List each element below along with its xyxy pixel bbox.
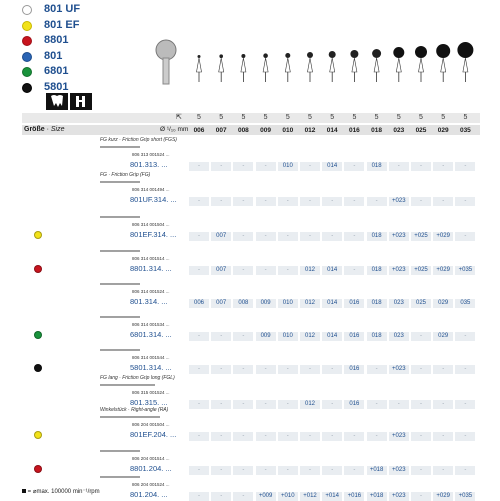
size-cell: - — [278, 432, 298, 441]
bur-size-035 — [457, 42, 473, 82]
size-cell: 018 — [367, 162, 387, 171]
legend-label: 6801 — [44, 65, 69, 77]
size-cell: - — [344, 162, 364, 171]
size-cell: 018 — [367, 299, 387, 308]
size-cell: +023 — [389, 466, 409, 475]
tool-image — [100, 384, 155, 386]
size-cell: - — [189, 162, 209, 171]
article-number: 806 313 001524 ... — [132, 152, 170, 157]
size-label: Größe · Size — [24, 126, 65, 133]
size-cell: 010 — [278, 332, 298, 341]
row-color-dot — [34, 364, 42, 372]
article-number: 806 314 001514 ... — [132, 256, 170, 261]
size-cell: - — [455, 197, 475, 206]
size-cell: 006 — [189, 299, 209, 308]
size-cell: +025 — [411, 266, 431, 275]
size-cell: - — [455, 232, 475, 241]
size-cell: - — [233, 400, 253, 409]
quantity-cell: 5 — [263, 114, 268, 121]
size-cell: 023 — [389, 299, 409, 308]
pack-icon: ⇱ — [176, 114, 182, 121]
article-name: 801.315. ... — [130, 398, 168, 407]
size-cell: - — [189, 492, 209, 501]
size-cell: - — [322, 432, 342, 441]
size-header-cell: 008 — [237, 127, 249, 134]
tool-image — [100, 181, 140, 183]
bur-size-025 — [415, 46, 427, 82]
article-name: 801.204. ... — [130, 490, 168, 499]
legend-dot — [22, 5, 32, 15]
size-cell: - — [322, 197, 342, 206]
size-cell: - — [233, 466, 253, 475]
bur-size-016 — [350, 50, 358, 82]
size-cell: +010 — [278, 492, 298, 501]
size-cell: 014 — [322, 332, 342, 341]
size-cell: - — [256, 197, 276, 206]
size-header-cell: 035 — [459, 127, 471, 134]
legend-dot — [22, 21, 32, 31]
size-cell: +029 — [433, 492, 453, 501]
quantity-cell: 5 — [352, 114, 357, 121]
size-header-cell: 009 — [260, 127, 272, 134]
row-color-dot — [34, 265, 42, 273]
size-cell: 023 — [389, 332, 409, 341]
bur-size-007 — [219, 54, 224, 82]
quantity-cell: 5 — [330, 114, 335, 121]
size-cell: +009 — [256, 492, 276, 501]
size-cell: - — [211, 432, 231, 441]
row-color-dot — [34, 465, 42, 473]
shank-section-label: Winkelstück · Right-angle (RA) — [100, 407, 169, 413]
article-number: 806 204 001504 ... — [132, 422, 170, 427]
footnote: = ⌀max. 100000 min⁻¹/rpm — [22, 488, 100, 495]
legend-dot — [22, 52, 32, 62]
tool-image — [100, 316, 140, 318]
quantity-cell: 5 — [219, 114, 224, 121]
size-cell: 014 — [322, 299, 342, 308]
size-cell: - — [367, 400, 387, 409]
size-cell: - — [433, 400, 453, 409]
size-cell: - — [300, 197, 320, 206]
size-header-cell: 018 — [371, 127, 383, 134]
size-cell: - — [300, 432, 320, 441]
size-cell: 029 — [433, 299, 453, 308]
bur-size-023 — [393, 47, 404, 82]
bur-size-006 — [197, 55, 202, 82]
size-cell: - — [233, 365, 253, 374]
bur-size-014 — [329, 51, 336, 82]
size-cell: - — [300, 162, 320, 171]
size-cell: 009 — [256, 299, 276, 308]
legend-label: 801 — [44, 49, 63, 62]
size-cell: - — [211, 492, 231, 501]
size-cell: - — [233, 432, 253, 441]
shank-type-icon — [70, 93, 92, 110]
legend-dot — [22, 67, 32, 77]
size-cell: 029 — [433, 332, 453, 341]
size-cell: +018 — [367, 466, 387, 475]
size-cell: +018 — [367, 492, 387, 501]
size-cell: +025 — [411, 232, 431, 241]
size-cell: - — [233, 197, 253, 206]
legend-label: 8801 — [44, 34, 69, 46]
tool-image — [100, 250, 140, 252]
size-cell: - — [300, 365, 320, 374]
size-cell: 016 — [344, 299, 364, 308]
size-cell: - — [233, 266, 253, 275]
size-cell: - — [455, 332, 475, 341]
size-cell: - — [300, 232, 320, 241]
size-cell: - — [189, 197, 209, 206]
size-cell: - — [189, 232, 209, 241]
size-cell: - — [211, 197, 231, 206]
article-name: 801.313. ... — [130, 160, 168, 169]
size-cell: - — [233, 232, 253, 241]
size-cell: - — [411, 197, 431, 206]
size-cell: +012 — [300, 492, 320, 501]
bur-size-010 — [285, 53, 290, 82]
size-cell: - — [256, 266, 276, 275]
size-cell: 014 — [322, 266, 342, 275]
size-cell: 018 — [367, 232, 387, 241]
size-cell: - — [278, 400, 298, 409]
size-cell: 009 — [256, 332, 276, 341]
size-cell: - — [256, 400, 276, 409]
tool-image — [100, 450, 140, 452]
size-cell: +023 — [389, 266, 409, 275]
size-cell: +029 — [433, 232, 453, 241]
size-cell: +023 — [389, 197, 409, 206]
bur-size-009 — [263, 53, 268, 82]
bur-size-008 — [241, 54, 246, 82]
shank-section-label: FG lang · Friction Grip long (FGL) — [100, 375, 175, 381]
size-cell: +014 — [322, 492, 342, 501]
size-cell: - — [433, 365, 453, 374]
size-cell: 007 — [211, 299, 231, 308]
size-header-cell: 023 — [393, 127, 405, 134]
size-cell: - — [455, 432, 475, 441]
size-cell: - — [233, 332, 253, 341]
size-cell: +023 — [389, 365, 409, 374]
shank-section-label: FG kurz · Friction Grip short (FGS) — [100, 137, 177, 143]
size-cell: - — [455, 400, 475, 409]
tool-image — [100, 146, 140, 148]
size-cell: 012 — [300, 299, 320, 308]
size-cell: 018 — [367, 332, 387, 341]
quantity-cell: 5 — [197, 114, 201, 121]
size-cell: - — [411, 162, 431, 171]
size-cell: +016 — [344, 492, 364, 501]
size-header-cell: 029 — [437, 127, 449, 134]
size-cell: - — [433, 466, 453, 475]
size-cell: - — [389, 400, 409, 409]
size-cell: - — [455, 466, 475, 475]
size-cell: 007 — [211, 232, 231, 241]
size-cell: - — [322, 466, 342, 475]
size-cell: - — [211, 332, 231, 341]
size-cell: - — [278, 266, 298, 275]
size-header-cell: 014 — [326, 127, 338, 134]
size-cell: - — [278, 232, 298, 241]
size-cell: 025 — [411, 299, 431, 308]
size-cell: - — [189, 332, 209, 341]
size-cell: +029 — [433, 266, 453, 275]
legend-dot — [22, 83, 32, 93]
size-cell: - — [411, 400, 431, 409]
size-cell: - — [433, 162, 453, 171]
size-cell: 035 — [455, 299, 475, 308]
size-cell: - — [278, 365, 298, 374]
size-cell: 016 — [344, 332, 364, 341]
size-cell: - — [189, 400, 209, 409]
size-cell: - — [256, 432, 276, 441]
article-name: 801.314. ... — [130, 297, 168, 306]
size-cell: - — [411, 432, 431, 441]
shank-section-label: FG · Friction Grip (FG) — [100, 172, 151, 178]
size-cell: - — [344, 266, 364, 275]
legend-label: 801 EF — [44, 18, 80, 31]
size-cell: - — [256, 232, 276, 241]
quantity-cell: 5 — [441, 114, 446, 121]
size-cell: - — [411, 332, 431, 341]
size-cell: - — [256, 466, 276, 475]
size-cell: - — [211, 400, 231, 409]
bur-size-018 — [372, 49, 381, 82]
size-header-cell: 006 — [193, 127, 205, 134]
article-number: 806 204 001524 ... — [132, 482, 170, 487]
size-cell: +035 — [455, 492, 475, 501]
bur-size-illustrations — [150, 36, 480, 86]
article-number: 806 314 001494 ... — [132, 187, 170, 192]
article-number: 806 314 001524 ... — [132, 289, 170, 294]
legend-label: 5801 — [44, 80, 69, 93]
size-cell: - — [189, 432, 209, 441]
tool-image — [100, 476, 140, 478]
size-cell: - — [367, 365, 387, 374]
size-cell: 010 — [278, 162, 298, 171]
size-cell: - — [411, 492, 431, 501]
size-cell: - — [455, 162, 475, 171]
size-cell: 008 — [233, 299, 253, 308]
quantity-cell: 5 — [463, 114, 468, 121]
size-cell: +023 — [389, 232, 409, 241]
size-cell: +023 — [389, 492, 409, 501]
unit-label: Ø ¹/₁₀ mm — [160, 126, 189, 133]
article-name: 801EF.314. ... — [130, 230, 177, 239]
size-cell: - — [233, 492, 253, 501]
size-cell: - — [411, 466, 431, 475]
article-name: 5801.314. ... — [130, 363, 172, 372]
article-name: 6801.314. ... — [130, 330, 172, 339]
tool-image — [100, 349, 140, 351]
size-cell: 012 — [300, 266, 320, 275]
size-header-cell: 007 — [215, 127, 227, 134]
legend-label: 801 UF — [44, 3, 81, 15]
article-name: 8801.314. ... — [130, 264, 172, 273]
size-cell: - — [344, 432, 364, 441]
quantity-cell: 5 — [419, 114, 423, 121]
size-cell: - — [189, 266, 209, 275]
size-cell: - — [278, 197, 298, 206]
article-number: 806 315 001524 ... — [132, 390, 170, 395]
quantity-cell: 5 — [285, 114, 290, 121]
tool-image — [100, 216, 140, 218]
size-cell: - — [256, 365, 276, 374]
quantity-cell: 5 — [241, 114, 246, 121]
article-name: 8801.204. ... — [130, 464, 172, 473]
size-header-cell: 016 — [348, 127, 360, 134]
size-cell: 012 — [300, 400, 320, 409]
size-cell: 012 — [300, 332, 320, 341]
size-header-cell: 012 — [304, 127, 316, 134]
bur-size-029 — [436, 44, 450, 82]
row-color-dot — [34, 231, 42, 239]
size-cell: - — [189, 466, 209, 475]
article-name: 801UF.314. ... — [130, 195, 177, 204]
size-cell: - — [367, 197, 387, 206]
size-cell: +023 — [389, 432, 409, 441]
row-color-dot — [34, 331, 42, 339]
article-number: 806 204 001514 ... — [132, 456, 170, 461]
quantity-cell: 5 — [374, 114, 379, 121]
size-cell: - — [344, 232, 364, 241]
size-cell: - — [367, 432, 387, 441]
size-cell: - — [389, 162, 409, 171]
article-number: 806 314 001534 ... — [132, 322, 170, 327]
size-header-cell: 010 — [282, 127, 294, 134]
size-cell: - — [322, 400, 342, 409]
article-number: 806 314 001544 ... — [132, 355, 170, 360]
size-cell: - — [211, 365, 231, 374]
size-cell: 016 — [344, 365, 364, 374]
size-cell: - — [322, 232, 342, 241]
quantity-cell: 5 — [308, 114, 312, 121]
size-cell: - — [189, 365, 209, 374]
bur-size-012 — [307, 52, 313, 82]
size-cell: - — [344, 466, 364, 475]
article-number: 806 314 001504 ... — [132, 222, 170, 227]
article-name: 801EF.204. ... — [130, 430, 177, 439]
bur-large-illustration — [156, 40, 176, 84]
size-cell: - — [211, 466, 231, 475]
tool-image — [100, 416, 160, 418]
row-color-dot — [34, 431, 42, 439]
size-cell: - — [433, 197, 453, 206]
size-cell: - — [344, 197, 364, 206]
size-cell: 007 — [211, 266, 231, 275]
size-cell: 018 — [367, 266, 387, 275]
size-cell: - — [211, 162, 231, 171]
size-cell: 010 — [278, 299, 298, 308]
size-cell: +035 — [455, 266, 475, 275]
tool-image — [100, 283, 140, 285]
size-cell: - — [411, 365, 431, 374]
size-cell: - — [233, 162, 253, 171]
size-cell: 016 — [344, 400, 364, 409]
size-cell: - — [256, 162, 276, 171]
size-header-cell: 025 — [415, 127, 427, 134]
size-cell: - — [322, 365, 342, 374]
size-cell: - — [300, 466, 320, 475]
size-cell: - — [278, 466, 298, 475]
legend-dot — [22, 36, 32, 46]
quantity-cell: 5 — [396, 114, 401, 121]
tooth-icon — [46, 93, 68, 110]
size-cell: 014 — [322, 162, 342, 171]
size-cell: - — [455, 365, 475, 374]
size-cell: - — [433, 432, 453, 441]
